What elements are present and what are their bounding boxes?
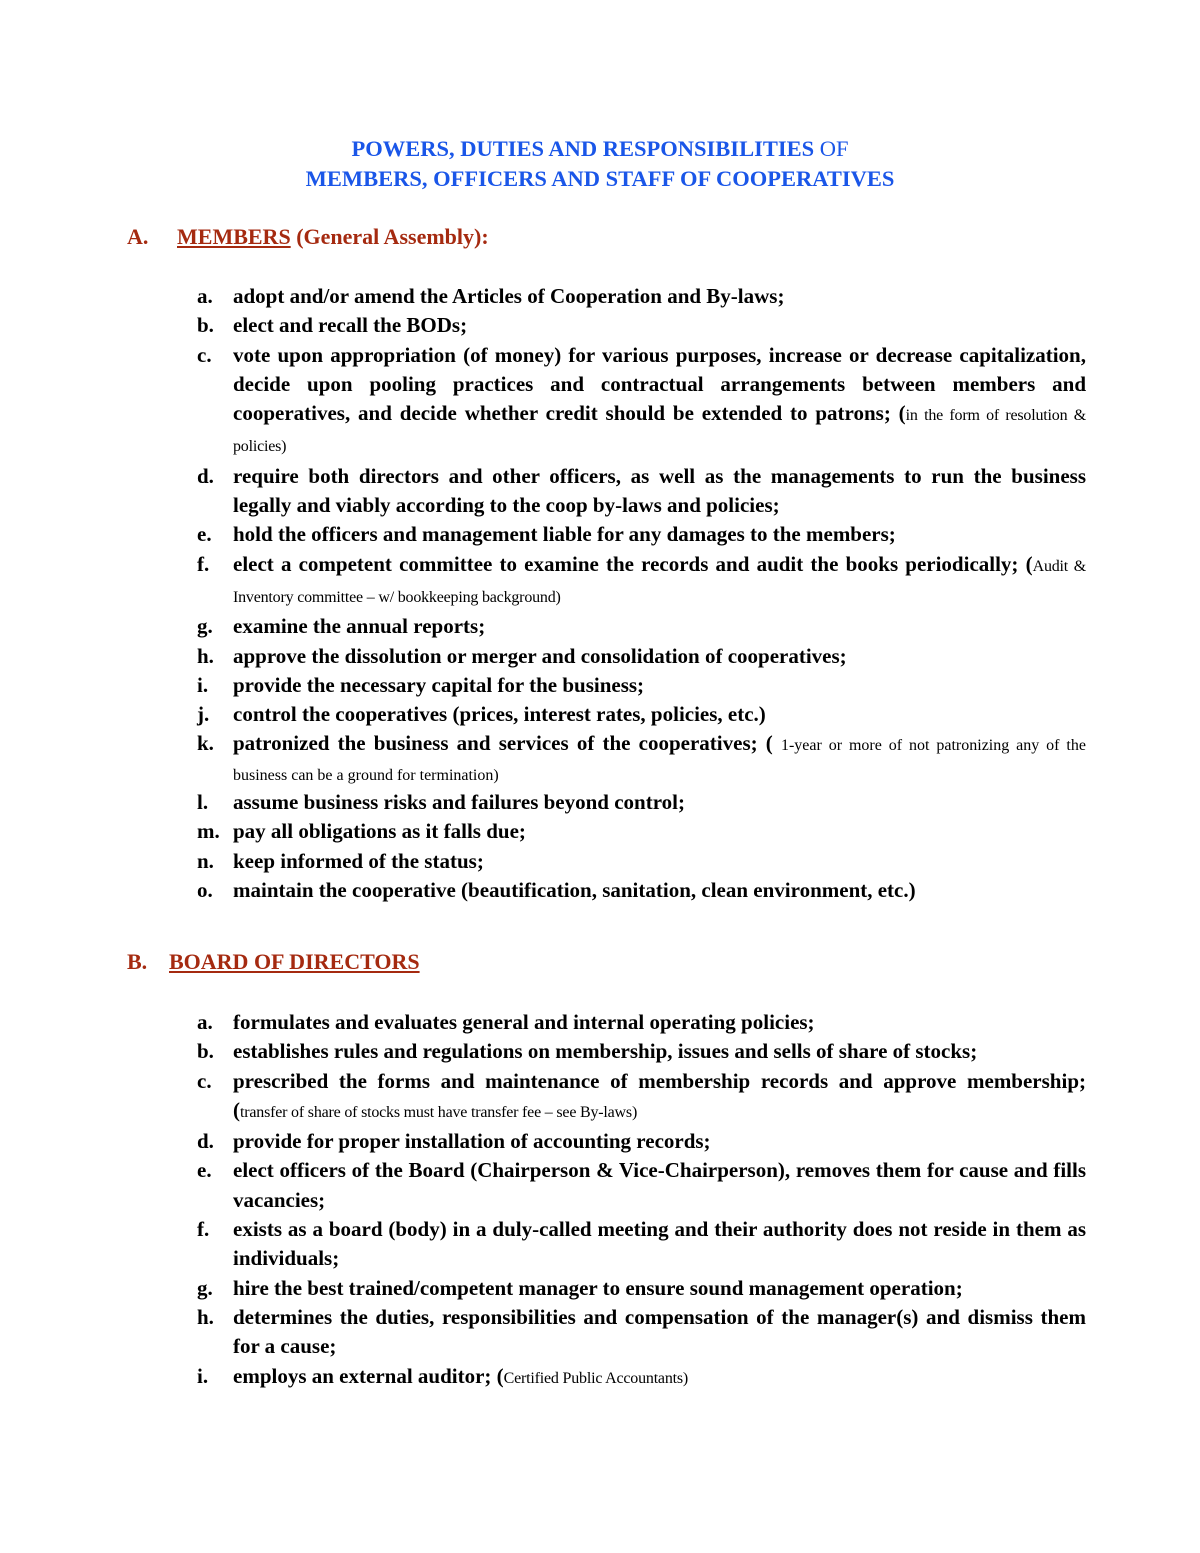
list-item	[0, 1037, 1086, 1066]
list-item	[0, 1362, 1086, 1393]
list-item-note: Audit & Inventory committee – w/ bookkeeping background)	[233, 557, 1086, 606]
list-item	[0, 462, 1086, 521]
list-item-marker: g.	[197, 614, 213, 639]
list-item-marker: o.	[197, 877, 213, 902]
list-item-text: elect a competent committee to examine the records and audit the books periodically; (	[233, 551, 1033, 576]
list-item-marker: i.	[197, 672, 209, 697]
list-item-note: 1-year or more of not patronizing any of the business can be a ground for termination)	[233, 737, 1086, 784]
section-a-letter: A.	[127, 224, 149, 249]
list-item-marker: f.	[197, 551, 210, 576]
document-title-line-2: MEMBERS, OFFICERS AND STAFF OF COOPERATIVES	[305, 166, 895, 191]
list-item-marker: k.	[197, 731, 214, 756]
list-item-marker: e.	[197, 522, 212, 547]
list-item-text: hold the officers and management liable for any damages to the members;	[233, 522, 896, 547]
list-item	[0, 1156, 1086, 1215]
list-item-text: control the cooperatives (prices, interest rates, policies, etc.)	[233, 702, 766, 727]
list-item	[0, 520, 1086, 549]
list-item-marker: l.	[197, 790, 209, 815]
list-item-text: elect officers of the Board (Chairperson & Vice-Chairperson), removes them for cause and fills vacancies;	[233, 1158, 1086, 1212]
list-item-text: patronized the business and services of the cooperatives; (	[233, 731, 781, 756]
list-item	[0, 311, 1086, 340]
list-item-text: examine the annual reports;	[233, 614, 486, 639]
list-item	[0, 282, 1086, 311]
list-item	[0, 1215, 1086, 1274]
list-item-text: hire the best trained/competent manager to ensure sound management operation;	[233, 1275, 963, 1300]
list-item-marker: b.	[197, 313, 214, 338]
list-item	[0, 1303, 1086, 1362]
list-item-text: pay all obligations as it falls due;	[233, 819, 526, 844]
section-b-heading	[127, 947, 420, 977]
list-item-marker: d.	[197, 463, 214, 488]
list-item-marker: f.	[197, 1217, 210, 1242]
list-item-marker: e.	[197, 1158, 212, 1183]
list-item-text: provide the necessary capital for the business;	[233, 672, 645, 697]
list-item-note: transfer of share of stocks must have transfer fee – see By-laws)	[240, 1103, 638, 1121]
list-item	[0, 700, 1086, 729]
list-item-marker: h.	[197, 1304, 214, 1329]
list-item-marker: i.	[197, 1363, 209, 1388]
section-a-subtitle: (General Assembly):	[296, 224, 489, 249]
list-item	[0, 847, 1086, 876]
list-item-text: provide for proper installation of accounting records;	[233, 1129, 711, 1154]
document-title-line-1	[0, 134, 1200, 164]
list-item-text: maintain the cooperative (beautification, sanitation, clean environment, etc.)	[233, 877, 916, 902]
section-a-heading	[127, 222, 489, 252]
list-item	[0, 876, 1086, 905]
list-item	[0, 341, 1086, 462]
list-item-marker: d.	[197, 1129, 214, 1154]
list-item-marker: g.	[197, 1275, 213, 1300]
list-item-marker: j.	[197, 702, 210, 727]
list-item-marker: a.	[197, 284, 213, 308]
list-item-text: vote upon appropriation (of money) for various purposes, increase or decrease capitalization, decide upon pooling practices and contractual arrangements between members and cooperatives, and decide whether credit should be extended to patrons; (	[233, 342, 1086, 426]
section-a-list	[0, 282, 1200, 905]
list-item-text: require both directors and other officers, as well as the managements to run the business legally and viably according to the coop by-laws and policies;	[233, 463, 1086, 518]
list-item-marker: n.	[197, 848, 214, 873]
list-item-text: determines the duties, responsibilities and compensation of the manager(s) and dismiss them for a cause;	[233, 1304, 1086, 1359]
list-item	[0, 1067, 1086, 1128]
list-item-text: formulates and evaluates general and internal operating policies;	[233, 1010, 815, 1034]
list-item-marker: c.	[197, 1068, 212, 1093]
list-item	[0, 729, 1086, 788]
list-item	[0, 1127, 1086, 1156]
section-b-title: BOARD OF DIRECTORS	[169, 949, 420, 974]
list-item-text: elect and recall the BODs;	[233, 313, 468, 338]
list-item	[0, 550, 1086, 613]
list-item-text: approve the dissolution or merger and consolidation of cooperatives;	[233, 643, 847, 668]
list-item-text: adopt and/or amend the Articles of Cooperation and By-laws;	[233, 284, 785, 308]
list-item-text: prescribed the forms and maintenance of membership records and approve membership; (	[233, 1068, 1086, 1122]
list-item-text: keep informed of the status;	[233, 848, 484, 873]
list-item-text: exists as a board (body) in a duly-called meeting and their authority does not reside in them as individuals;	[233, 1217, 1086, 1271]
list-item-text: assume business risks and failures beyond control;	[233, 790, 685, 815]
section-b-letter: B.	[127, 949, 148, 974]
list-item	[0, 1008, 1086, 1037]
list-item	[0, 642, 1086, 671]
section-b-list	[0, 1008, 1200, 1393]
list-item	[0, 612, 1086, 641]
list-item-marker: h.	[197, 643, 214, 668]
list-item-note: Certified Public Accountants)	[503, 1369, 689, 1387]
list-item	[0, 817, 1086, 846]
list-item	[0, 1274, 1086, 1303]
list-item	[0, 671, 1086, 700]
list-item-text: establishes rules and regulations on membership, issues and sells of share of stocks;	[233, 1039, 978, 1064]
list-item-marker: c.	[197, 342, 212, 367]
list-item-text: employs an external auditor; (	[233, 1363, 504, 1388]
list-item-marker: a.	[197, 1010, 213, 1034]
title-of: OF	[819, 136, 849, 161]
list-item	[0, 788, 1086, 817]
list-item-note: in the form of resolution & policies)	[233, 407, 1086, 456]
title-main: POWERS, DUTIES AND RESPONSIBILITIES	[351, 136, 815, 161]
section-a-title: MEMBERS	[177, 224, 291, 249]
list-item-marker: b.	[197, 1039, 214, 1064]
list-item-marker: m.	[197, 819, 220, 844]
